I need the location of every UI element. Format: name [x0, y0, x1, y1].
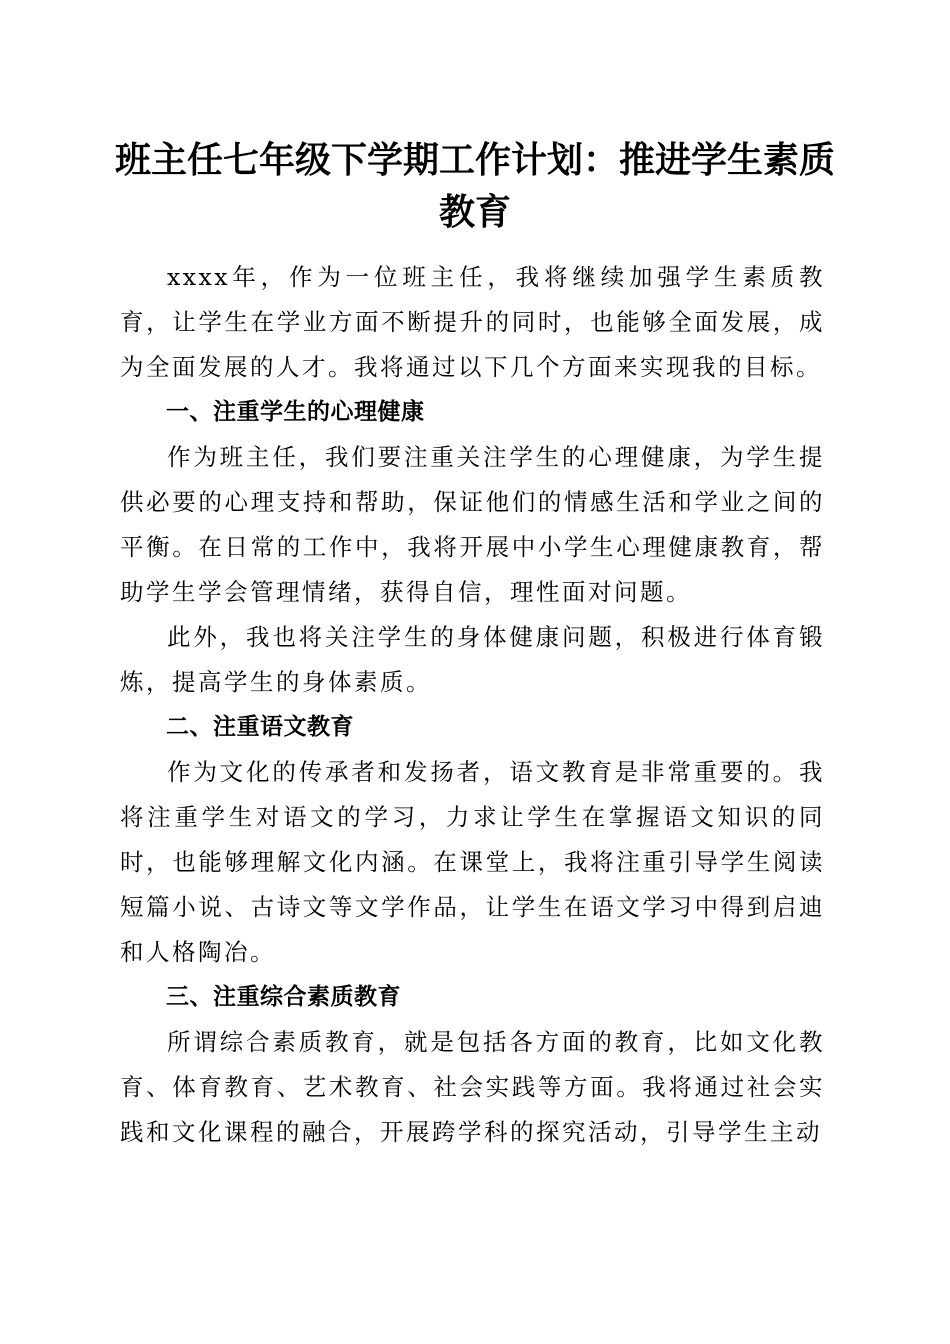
section-heading-chinese: 二、注重语文教育: [166, 714, 354, 740]
paragraph-chinese-1: 作为文化的传承者和发扬者，语文教育是非常重要的。我将注重学生对语文的学习，力求让学生在掌握语文知识的同时，也能够理解文化内涵。在课堂上，我将注重引导学生阅读短篇小说、古诗文等文学作品，让学生在语文学习中得到启迪和人格陶冶。: [120, 758, 825, 966]
paragraph-comprehensive-1: 所谓综合素质教育，就是包括各方面的教育，比如文化教育、体育教育、艺术教育、社会实践等方面。我将通过社会实践和文化课程的融合，开展跨学科的探究活动，引导学生主动: [120, 1028, 825, 1146]
paragraph-psychology-2: 此外，我也将关注学生的身体健康问题，积极进行体育锻炼，提高学生的身体素质。: [120, 623, 825, 696]
document-body: [120, 255, 825, 1155]
intro-paragraph: xxxx年，作为一位班主任，我将继续加强学生素质教育，让学生在学业方面不断提升的同时，也能够全面发展，成为全面发展的人才。我将通过以下几个方面来实现我的目标。: [120, 263, 825, 381]
paragraph-psychology-1: 作为班主任，我们要注重关注学生的心理健康，为学生提供必要的心理支持和帮助，保证他们的情感生活和学业之间的平衡。在日常的工作中，我将开展中小学生心理健康教育，帮助学生学会管理情绪，获得自信，理性面对问题。: [120, 443, 825, 606]
section-heading-psychology: 一、注重学生的心理健康: [166, 399, 425, 425]
section-heading-comprehensive: 三、注重综合素质教育: [166, 984, 401, 1010]
document-title: 班主任七年级下学期工作计划：推进学生素质教育: [114, 139, 835, 233]
